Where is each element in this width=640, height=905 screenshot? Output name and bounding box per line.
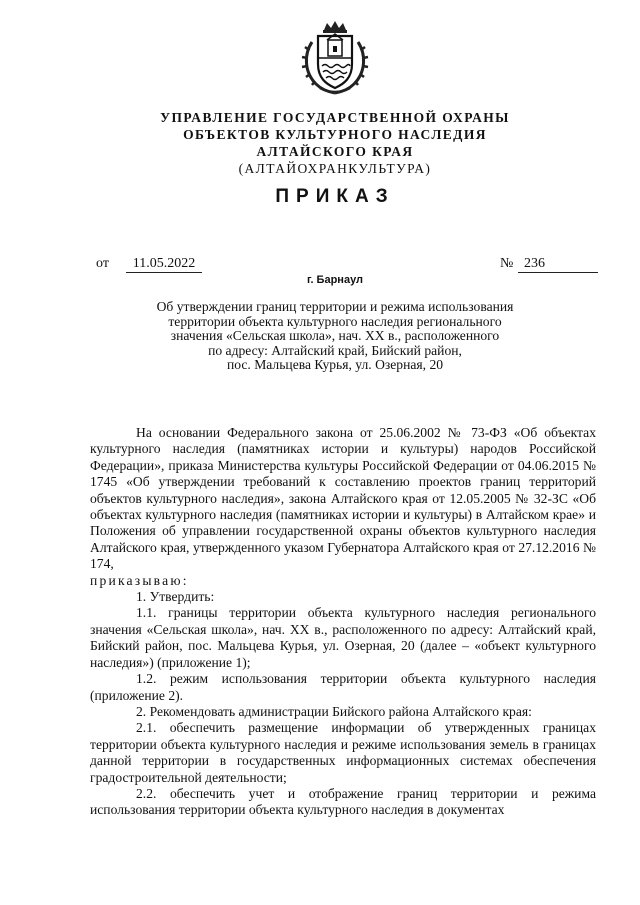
order-word: приказываю: — [90, 572, 189, 588]
header-line-2: ОБЪЕКТОВ КУЛЬТУРНОГО НАСЛЕДИЯ — [183, 127, 487, 142]
city-name: г. Барнаул — [306, 274, 364, 286]
subject-line: Об утверждении границ территории и режима использования — [156, 299, 514, 314]
coat-of-arms-emblem — [298, 20, 372, 96]
order-subject — [130, 300, 540, 373]
header-line-3: АЛТАЙСКОГО КРАЯ — [256, 144, 414, 159]
order-date: 11.05.2022 — [126, 256, 202, 273]
clause-1-1: 1.1. границы территории объекта культурного наследия регионального значения «Сельская школа», нач. XX в., расположенного по адресу: Алтайский край, Бийский район, пос. Мальцева Курья, ул. Озерная, 20 (далее – «объект культурного наследия») (приложение 1); — [90, 605, 596, 670]
number-sign: № — [500, 256, 514, 271]
clause-2: 2. Рекомендовать администрации Бийского района Алтайского края: — [136, 703, 532, 719]
clause-2-1: 2.1. обеспечить размещение информации об утвержденных границах территории объекта культурного наследия и режиме использования земель в границах данной территории в государственных информационных системах обеспечения градостроительной деятельности; — [90, 720, 596, 785]
clause-2-2: 2.2. обеспечить учет и отображение границ территории и режима использования территории объекта культурного наследия в документах — [90, 785, 596, 818]
order-body — [90, 425, 596, 819]
header-line-4: (АЛТАЙОХРАНКУЛЬТУРА) — [238, 161, 432, 176]
subject-line: территории объекта культурного наследия регионального — [168, 313, 502, 329]
clause-1: 1. Утвердить: — [136, 589, 215, 605]
preamble-paragraph: На основании Федерального закона от 25.06.2002 № 73-ФЗ «Об объектах культурного наследия (памятниках истории и культуры) народов Российской Федерации», приказа Министерства культуры Российской Федерации от 04.06.2015 № 1745 «Об утверждении требований к составлению проектов границ территорий объектов культурного наследия», закона Алтайского края от 12.05.2005 № 32-ЗС «Об объектах культурного наследия (памятниках истории и культуры) в Алтайском крае» и Положения об управлении государственной охраны объектов культурного наследия Алтайского края, утвержденного указом Губернатора Алтайского края от 27.12.2016 № 174, — [90, 425, 596, 572]
subject-line: по адресу: Алтайский край, Бийский район, — [208, 342, 462, 358]
subject-line: значения «Сельская школа», нач. XX в., расположенного — [170, 328, 500, 343]
subject-line: пос. Мальцева Курья, ул. Озерная, 20 — [226, 357, 444, 372]
order-number: 236 — [518, 256, 598, 273]
document-type-title: ПРИКАЗ — [275, 186, 395, 207]
date-prefix: от — [96, 256, 109, 271]
clause-1-2: 1.2. режим использования территории объекта культурного наследия (приложение 2). — [90, 671, 596, 703]
header-line-1: УПРАВЛЕНИЕ ГОСУДАРСТВЕННОЙ ОХРАНЫ — [160, 110, 510, 125]
